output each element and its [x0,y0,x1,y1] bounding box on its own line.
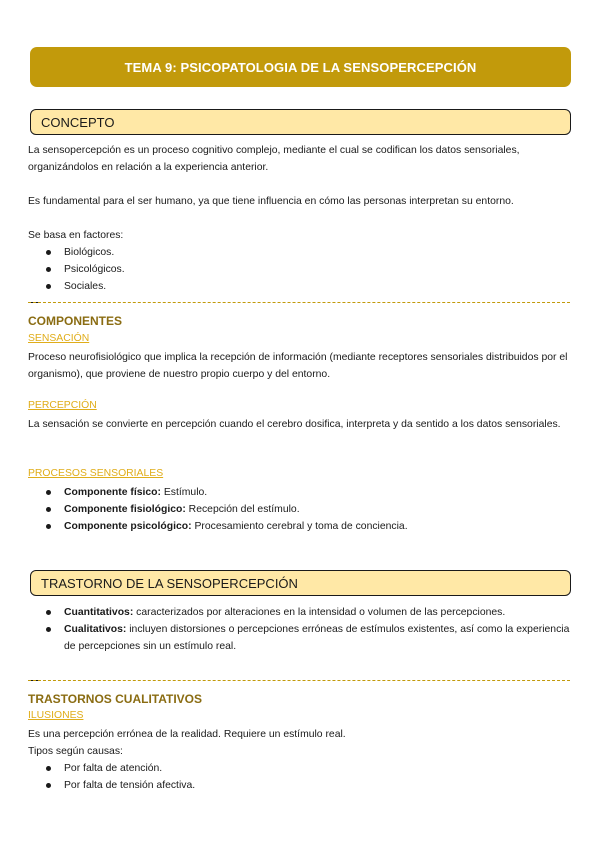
list-item: Cuantitativos: caracterizados por alteraciones en la intensidad o volumen de las percepciones. [28,604,573,621]
sensacion-text: Proceso neurofisiológico que implica la recepción de información (mediante receptores sensoriales distribuidos por el organismo), que proviene de nuestro propio cuerpo y del entorno. [28,352,568,380]
bullet-icon [46,524,51,529]
bullet-icon [46,490,51,495]
section-trastorno-header: TRASTORNO DE LA SENSOPERCEPCIÓN [30,570,571,596]
tipos-list [28,760,573,794]
factores-list [28,244,573,295]
list-item: Biológicos. [28,244,573,261]
bullet-icon [46,610,51,615]
tipos-intro: Tipos según causas: [28,746,123,757]
list-item: Sociales. [28,278,573,295]
concepto-paragraph-2: Es fundamental para el ser humano, ya que tiene influencia en cómo las personas interpretan su entorno. [28,196,514,207]
list-item: Cualitativos: incluyen distorsiones o percepciones erróneas de estímulos existentes, así como la experiencia de percepciones sin un estímulo real. [28,621,573,655]
cualitativos-heading: TRASTORNOS CUALITATIVOS [28,692,202,706]
bullet-icon [46,783,51,788]
procesos-list [28,484,573,535]
bullet-icon [46,766,51,771]
list-item: Psicológicos. [28,261,573,278]
list-item: Componente fisiológico: Recepción del estímulo. [28,501,573,518]
factores-intro: Se basa en factores: [28,230,124,241]
bullet-icon [46,627,51,632]
concepto-paragraph-1: La sensopercepción es un proceso cognitivo complejo, mediante el cual se codifican los datos sensoriales, organizándolos en relación a la experiencia anterior. [28,145,520,173]
section-divider [28,680,570,681]
list-item: Componente psicológico: Procesamiento cerebral y toma de conciencia. [28,518,573,535]
percepcion-text: La sensación se convierte en percepción cuando el cerebro dosifica, interpreta y da sentido a los datos sensoriales. [28,419,561,430]
list-item: Por falta de atención. [28,760,573,777]
section-concepto-header: CONCEPTO [30,109,571,135]
procesos-subheading: PROCESOS SENSORIALES [28,468,164,479]
document-title: TEMA 9: PSICOPATOLOGIA DE LA SENSOPERCEPCIÓN [30,47,571,87]
percepcion-subheading: PERCEPCIÓN [28,400,97,411]
bullet-icon [46,267,51,272]
ilusiones-text: Es una percepción errónea de la realidad. Requiere un estímulo real. [28,729,346,740]
list-item: Por falta de tensión afectiva. [28,777,573,794]
ilusiones-subheading: ILUSIONES [28,710,84,721]
componentes-heading: COMPONENTES [28,314,123,328]
bullet-icon [46,507,51,512]
bullet-icon [46,250,51,255]
sensacion-subheading: SENSACIÓN [28,333,90,344]
trastorno-list [28,604,573,655]
bullet-icon [46,284,51,289]
section-divider [28,302,570,303]
list-item: Componente físico: Estímulo. [28,484,573,501]
